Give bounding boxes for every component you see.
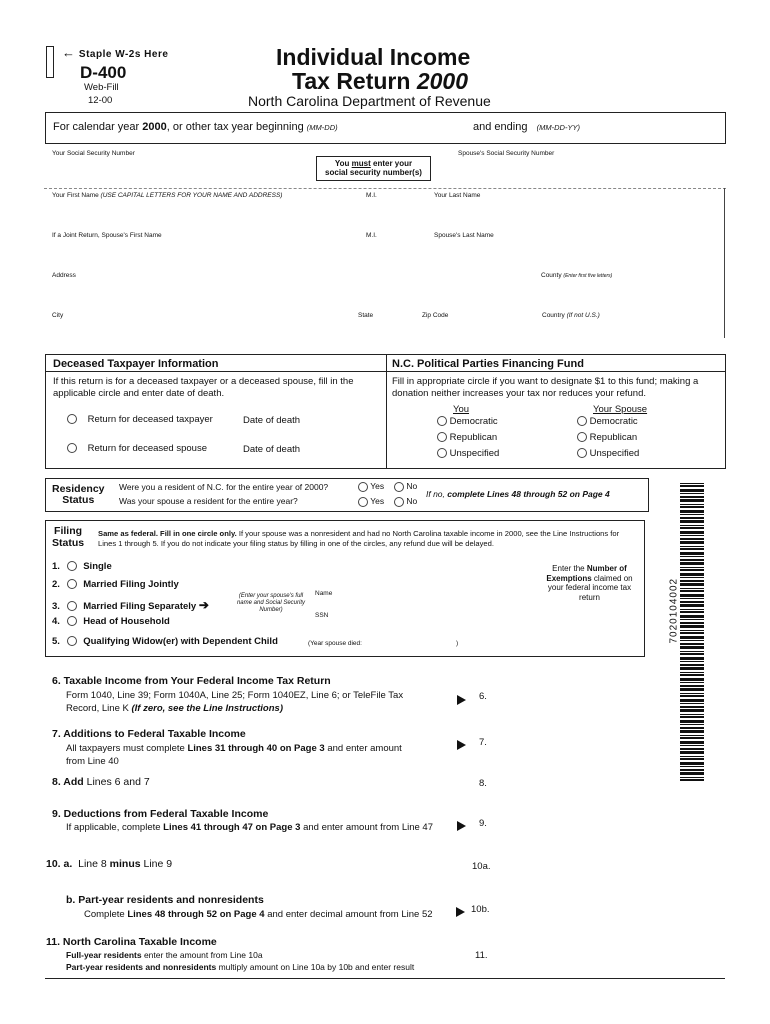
barcode-bar <box>680 653 704 655</box>
bottom-rule <box>45 978 725 979</box>
barcode <box>680 483 704 783</box>
barcode-bar <box>680 748 704 750</box>
barcode-bar <box>680 651 704 652</box>
barcode-bar <box>680 567 704 568</box>
you-unspecified-radio[interactable] <box>437 448 447 458</box>
last-name-label: Your Last Name <box>434 192 481 199</box>
barcode-bar <box>680 489 704 492</box>
barcode-bar <box>680 737 704 739</box>
staple-label: ← Staple W-2s Here <box>62 45 169 60</box>
barcode-bar <box>680 531 704 534</box>
barcode-bar <box>680 577 704 578</box>
barcode-bar <box>680 535 704 536</box>
barcode-bar <box>680 657 704 660</box>
left-arrow-icon: ← <box>62 45 76 60</box>
line-7-number: 7. <box>479 737 487 748</box>
barcode-bar <box>680 632 704 634</box>
barcode-bar <box>680 685 704 687</box>
line-6-title: 6. Taxable Income from Your Federal Income Tax Return <box>52 675 331 687</box>
barcode-bar <box>680 541 704 544</box>
barcode-bar <box>680 751 704 754</box>
residency-you-no-radio[interactable] <box>394 482 404 492</box>
line-7-title: 7. Additions to Federal Taxable Income <box>52 728 246 740</box>
you-republican-option[interactable]: Republican <box>437 432 497 443</box>
spouse-mi-label: M.I. <box>366 232 377 239</box>
line-6-arrow-icon <box>457 691 466 709</box>
spouse-ssn-label: Spouse's Social Security Number <box>458 150 555 157</box>
deceased-taxpayer-date-label: Date of death <box>243 415 301 426</box>
filing-option-joint[interactable]: 2. Married Filing Jointly <box>52 579 179 590</box>
spouse-last-name-label: Spouse's Last Name <box>434 232 494 239</box>
your-ssn-label: Your Social Security Number <box>52 150 135 157</box>
barcode-bar <box>680 525 704 526</box>
barcode-bar <box>680 527 704 529</box>
line-10b-arrow-icon <box>456 903 465 921</box>
line-10b-title: b. Part-year residents and nonresidents <box>66 894 264 906</box>
barcode-bar <box>680 496 704 498</box>
filing-head-radio[interactable] <box>67 616 77 626</box>
barcode-bar <box>680 548 704 550</box>
barcode-bar <box>680 611 704 613</box>
barcode-bar <box>680 493 704 494</box>
barcode-bar <box>680 678 704 681</box>
barcode-bar <box>680 703 704 704</box>
country-label: Country (If not U.S.) <box>542 312 600 319</box>
deceased-taxpayer-option[interactable]: Return for deceased taxpayer <box>67 414 213 425</box>
line-9-title: 9. Deductions from Federal Taxable Income <box>52 808 269 820</box>
barcode-bar <box>680 693 704 694</box>
spouse-name-note: (Enter your spouse's full name and Social Security Number) <box>236 593 306 613</box>
right-arrow-icon: ➔ <box>198 598 209 612</box>
barcode-bar <box>680 777 704 778</box>
barcode-bar <box>680 667 704 670</box>
residency-spouse-yes-radio[interactable] <box>358 497 368 507</box>
residency-you-no[interactable]: No <box>394 481 417 492</box>
agency-name: North Carolina Department of Revenue <box>248 93 491 109</box>
line-6-number: 6. <box>479 691 487 702</box>
spouse-unspecified-radio[interactable] <box>577 448 587 458</box>
residency-spouse-yes[interactable]: Yes <box>358 496 384 507</box>
you-republican-radio[interactable] <box>437 432 447 442</box>
barcode-bar <box>680 699 704 702</box>
barcode-bar <box>680 556 704 557</box>
line-11-number: 11. <box>475 950 488 961</box>
barcode-bar <box>680 598 704 599</box>
barcode-bar <box>680 769 704 771</box>
year-spouse-died-close: ) <box>456 640 459 647</box>
address-label: Address <box>52 272 76 279</box>
residency-label: Residency Status <box>52 483 105 506</box>
barcode-bar <box>680 756 704 757</box>
deceased-spouse-radio[interactable] <box>67 443 77 453</box>
exemptions-box[interactable]: Enter the Number of Exemptions claimed on your federal income tax return <box>546 564 633 602</box>
barcode-number: 7020104002 <box>668 577 680 644</box>
calendar-year-text: For calendar year 2000, or other tax year beginning (MM-DD) <box>53 121 338 133</box>
barcode-bar <box>680 741 704 744</box>
barcode-bar <box>680 583 704 586</box>
barcode-bar <box>680 588 704 589</box>
barcode-bar <box>680 730 704 733</box>
barcode-bar <box>680 640 704 641</box>
barcode-bar <box>680 573 704 576</box>
spouse-republican-radio[interactable] <box>577 432 587 442</box>
spouse-ssn-field-label: SSN <box>315 612 329 619</box>
barcode-bar <box>680 625 704 628</box>
barcode-bar <box>680 716 704 718</box>
barcode-bar <box>680 643 704 645</box>
residency-spouse-no[interactable]: No <box>394 496 417 507</box>
city-label: City <box>52 312 64 319</box>
barcode-bar <box>680 664 704 666</box>
filing-instructions: Same as federal. Fill in one circle only. If your spouse was a nonresident and had no North Carolina taxable income in 2000, see the Line Instructions for Lines 1 through 5. If you do not indicate your filing status by filling in one of the circles, any refund due will be delayed. <box>98 529 620 548</box>
form-id: D-400 <box>80 63 127 82</box>
barcode-bar <box>680 714 704 715</box>
barcode-bar <box>680 510 704 513</box>
spouse-first-name-label: If a Joint Return, Spouse's First Name <box>52 232 162 239</box>
filing-option-head[interactable]: 4. Head of Household <box>52 616 170 627</box>
residency-you-yes-radio[interactable] <box>358 482 368 492</box>
line-9-number: 9. <box>479 818 487 829</box>
barcode-bar <box>680 601 704 603</box>
barcode-bar <box>680 745 704 746</box>
barcode-bar <box>680 520 704 523</box>
barcode-bar <box>680 594 704 597</box>
filing-separate-radio[interactable] <box>67 601 77 611</box>
barcode-bar <box>680 688 704 691</box>
deceased-taxpayer-radio[interactable] <box>67 414 77 424</box>
line-8-number: 8. <box>479 778 487 789</box>
political-text: Fill in appropriate circle if you want to designate $1 to this fund; making a donation neither increases your tax nor reduces your refund. <box>392 376 699 399</box>
barcode-bar <box>680 766 704 767</box>
ending-label: and ending (MM-DD-YY) <box>473 121 580 133</box>
barcode-bar <box>680 559 704 561</box>
spouse-unspecified-option[interactable]: Unspecified <box>577 448 639 459</box>
line-7-text: All taxpayers must complete Lines 31 through 40 on Page 3 and enter amount from Line 40 <box>66 743 402 767</box>
webfill-label: Web-Fill <box>84 82 119 93</box>
barcode-bar <box>680 724 704 725</box>
deceased-political-header-line <box>45 371 726 372</box>
line-9-text: If applicable, complete Lines 41 through 47 on Page 3 and enter amount from Line 47 <box>66 822 433 833</box>
barcode-bar <box>680 499 704 502</box>
barcode-bar <box>680 661 704 662</box>
deceased-spouse-option[interactable]: Return for deceased spouse <box>67 443 207 454</box>
barcode-bar <box>680 604 704 607</box>
residency-question-spouse: Was your spouse a resident for the entire year? <box>119 496 298 506</box>
name-block-top-line <box>44 188 726 189</box>
barcode-bar <box>680 609 704 610</box>
residency-spouse-no-radio[interactable] <box>394 497 404 507</box>
barcode-bar <box>680 772 704 775</box>
barcode-bar <box>680 636 704 639</box>
residency-you-yes[interactable]: Yes <box>358 481 384 492</box>
barcode-bar <box>680 546 704 547</box>
line-7-arrow-icon <box>457 736 466 754</box>
barcode-bar <box>680 562 704 565</box>
spouse-republican-option[interactable]: Republican <box>577 432 637 443</box>
barcode-bar <box>680 758 704 760</box>
barcode-bar <box>680 709 704 712</box>
page-subtitle: Tax Return 2000 <box>292 68 468 94</box>
barcode-bar <box>680 590 704 592</box>
line-6-text: Form 1040, Line 39; Form 1040A, Line 25; Form 1040EZ, Line 6; or TeleFile Tax Record, Line K (If zero, see the Line Instructions) <box>66 690 404 714</box>
barcode-bar <box>680 762 704 765</box>
residency-note: If no, complete Lines 48 through 52 on Page 4 <box>426 489 610 499</box>
filing-widow-radio[interactable] <box>67 636 77 646</box>
page-title: Individual Income <box>276 44 471 70</box>
you-unspecified-option[interactable]: Unspecified <box>437 448 499 459</box>
barcode-bar <box>680 569 704 571</box>
barcode-bar <box>680 646 704 649</box>
barcode-bar <box>680 779 704 781</box>
ssn-notice: You must enter your social security number(s) <box>316 156 431 181</box>
spouse-name-label: Name <box>315 590 333 597</box>
line-8-text: 8. Add Lines 6 and 7 <box>52 776 150 788</box>
spouse-democratic-radio[interactable] <box>577 416 587 426</box>
barcode-bar <box>680 630 704 631</box>
residency-question-you: Were you a resident of N.C. for the entire year of 2000? <box>119 482 329 492</box>
name-block-right-border <box>724 188 725 338</box>
first-name-label: Your First Name (USE CAPITAL LETTERS FOR YOUR NAME AND ADDRESS) <box>52 192 283 199</box>
barcode-bar <box>680 672 704 673</box>
political-spouse-header: Your Spouse <box>593 404 648 415</box>
barcode-bar <box>680 619 704 620</box>
barcode-bar <box>680 552 704 555</box>
year-spouse-died-label: (Year spouse died: <box>308 640 362 647</box>
state-label: State <box>358 312 374 319</box>
form-date: 12-00 <box>88 95 113 106</box>
barcode-bar <box>680 727 704 729</box>
barcode-bar <box>680 517 704 519</box>
barcode-bar <box>680 514 704 515</box>
county-label: County (Enter first five letters) <box>541 272 613 279</box>
line-10a-number: 10a. <box>472 861 491 872</box>
barcode-bar <box>680 682 704 683</box>
staple-bracket <box>46 46 54 78</box>
barcode-bar <box>680 580 704 582</box>
spouse-democratic-option[interactable]: Democratic <box>577 416 638 427</box>
barcode-bar <box>680 485 704 487</box>
barcode-bar <box>680 506 704 508</box>
barcode-bar <box>680 695 704 697</box>
barcode-bar <box>680 674 704 676</box>
you-democratic-option[interactable]: Democratic <box>437 416 498 427</box>
deceased-heading: Deceased Taxpayer Information <box>53 358 219 370</box>
barcode-bar <box>680 483 704 484</box>
barcode-bar <box>680 735 704 736</box>
filing-status-label: Filing Status <box>52 525 85 549</box>
filing-joint-radio[interactable] <box>67 579 77 589</box>
barcode-bar <box>680 720 704 723</box>
line-11-text: Full-year residents enter the amount from Line 10a Part-year residents and nonresidents multiply amount on Line 10a by 10b and enter result <box>66 950 415 972</box>
line-10a-text: 10. a. Line 8 minus Line 9 <box>46 858 173 870</box>
line-10b-text: Complete Lines 48 through 52 on Page 4 and enter decimal amount from Line 52 <box>84 909 433 920</box>
you-democratic-radio[interactable] <box>437 416 447 426</box>
mi-label: M.I. <box>366 192 377 199</box>
filing-single-radio[interactable] <box>67 561 77 571</box>
filing-option-widow[interactable]: 5. Qualifying Widow(er) with Dependent Child <box>52 636 278 647</box>
barcode-bar <box>680 706 704 708</box>
political-heading: N.C. Political Parties Financing Fund <box>392 358 584 370</box>
line-11-title: 11. North Carolina Taxable Income <box>46 936 217 948</box>
zip-label: Zip Code <box>422 312 449 319</box>
barcode-bar <box>680 504 704 505</box>
line-9-arrow-icon <box>457 817 466 835</box>
political-you-header: You <box>453 404 470 415</box>
deceased-text: If this return is for a deceased taxpayer or a deceased spouse, fill in the applicable circle and enter date of death. <box>53 376 354 399</box>
deceased-spouse-date-label: Date of death <box>243 444 301 455</box>
line-10b-number: 10b. <box>471 904 490 915</box>
filing-option-single[interactable]: 1. Single <box>52 561 112 572</box>
filing-option-separate[interactable]: 3. Married Filing Separately ➔ <box>52 598 209 612</box>
barcode-bar <box>680 622 704 624</box>
barcode-bar <box>680 538 704 540</box>
barcode-bar <box>680 615 704 618</box>
